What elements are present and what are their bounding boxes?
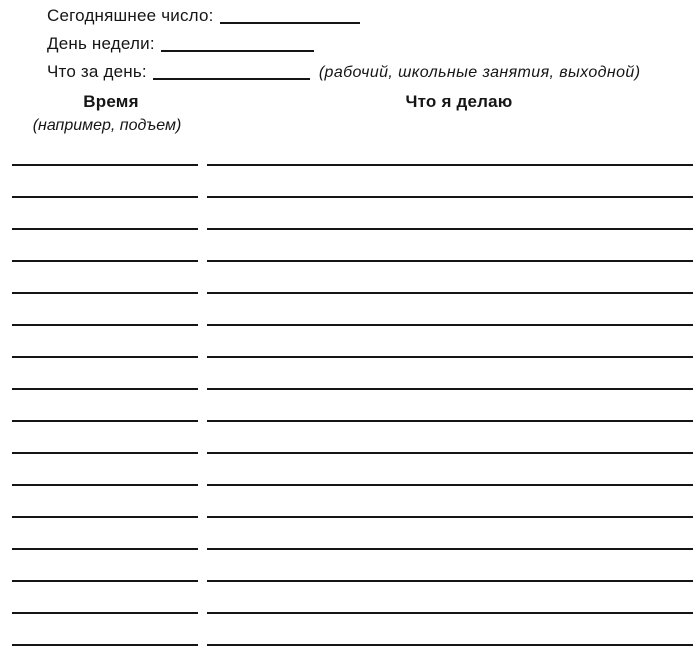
activity-fill-line (207, 518, 693, 550)
activity-fill-line (207, 198, 693, 230)
table-row (0, 134, 700, 166)
column-gap (198, 230, 207, 262)
schedule-rows (0, 134, 700, 646)
column-time-subtitle: (например, подъем) (32, 117, 182, 134)
day-type-hint: (рабочий, школьные занятия, выходной) (318, 64, 641, 81)
column-gap (198, 134, 207, 166)
field-day-of-week (47, 32, 314, 56)
table-row (0, 486, 700, 518)
activity-fill-line (207, 230, 693, 262)
time-fill-line (12, 550, 198, 582)
column-gap (198, 390, 207, 422)
time-fill-line (12, 198, 198, 230)
table-row (0, 422, 700, 454)
activity-fill-line (207, 326, 693, 358)
table-row (0, 582, 700, 614)
table-row (0, 390, 700, 422)
column-gap (198, 166, 207, 198)
day-type-blank (153, 64, 310, 80)
activity-fill-line (207, 454, 693, 486)
table-row (0, 198, 700, 230)
field-day-type (47, 60, 640, 85)
column-gap (198, 582, 207, 614)
time-fill-line (12, 390, 198, 422)
column-gap (198, 262, 207, 294)
table-row (0, 518, 700, 550)
column-gap (198, 614, 207, 646)
day-of-week-blank (161, 36, 314, 52)
column-header-activity: Что я делаю (405, 92, 513, 111)
table-row (0, 294, 700, 326)
column-gap (198, 294, 207, 326)
today-date-label: Сегодняшнее число: (47, 6, 214, 25)
activity-fill-line (207, 166, 693, 198)
column-gap (198, 454, 207, 486)
time-fill-line (12, 294, 198, 326)
table-row (0, 550, 700, 582)
activity-fill-line (207, 294, 693, 326)
activity-fill-line (207, 582, 693, 614)
column-gap (198, 422, 207, 454)
activity-fill-line (207, 262, 693, 294)
activity-fill-line (207, 550, 693, 582)
column-gap (198, 326, 207, 358)
activity-fill-line (207, 486, 693, 518)
time-fill-line (12, 454, 198, 486)
today-date-blank (220, 8, 360, 24)
time-fill-line (12, 134, 198, 166)
column-gap (198, 550, 207, 582)
day-of-week-label: День недели: (47, 34, 155, 53)
time-fill-line (12, 262, 198, 294)
activity-fill-line (207, 390, 693, 422)
activity-fill-line (207, 614, 693, 646)
table-row (0, 358, 700, 390)
table-row (0, 454, 700, 486)
time-fill-line (12, 486, 198, 518)
time-fill-line (12, 326, 198, 358)
column-gap (198, 486, 207, 518)
time-fill-line (12, 230, 198, 262)
column-gap (198, 198, 207, 230)
column-gap (198, 518, 207, 550)
table-row (0, 326, 700, 358)
table-row (0, 614, 700, 646)
field-today-date (47, 4, 360, 28)
time-fill-line (12, 358, 198, 390)
activity-fill-line (207, 422, 693, 454)
time-fill-line (12, 422, 198, 454)
time-fill-line (12, 166, 198, 198)
table-row (0, 230, 700, 262)
activity-fill-line (207, 134, 693, 166)
activity-fill-line (207, 358, 693, 390)
day-type-label: Что за день: (47, 62, 147, 81)
time-fill-line (12, 518, 198, 550)
time-fill-line (12, 614, 198, 646)
column-header-time: Время (83, 92, 139, 111)
column-gap (198, 358, 207, 390)
table-row (0, 262, 700, 294)
time-fill-line (12, 582, 198, 614)
table-row (0, 166, 700, 198)
